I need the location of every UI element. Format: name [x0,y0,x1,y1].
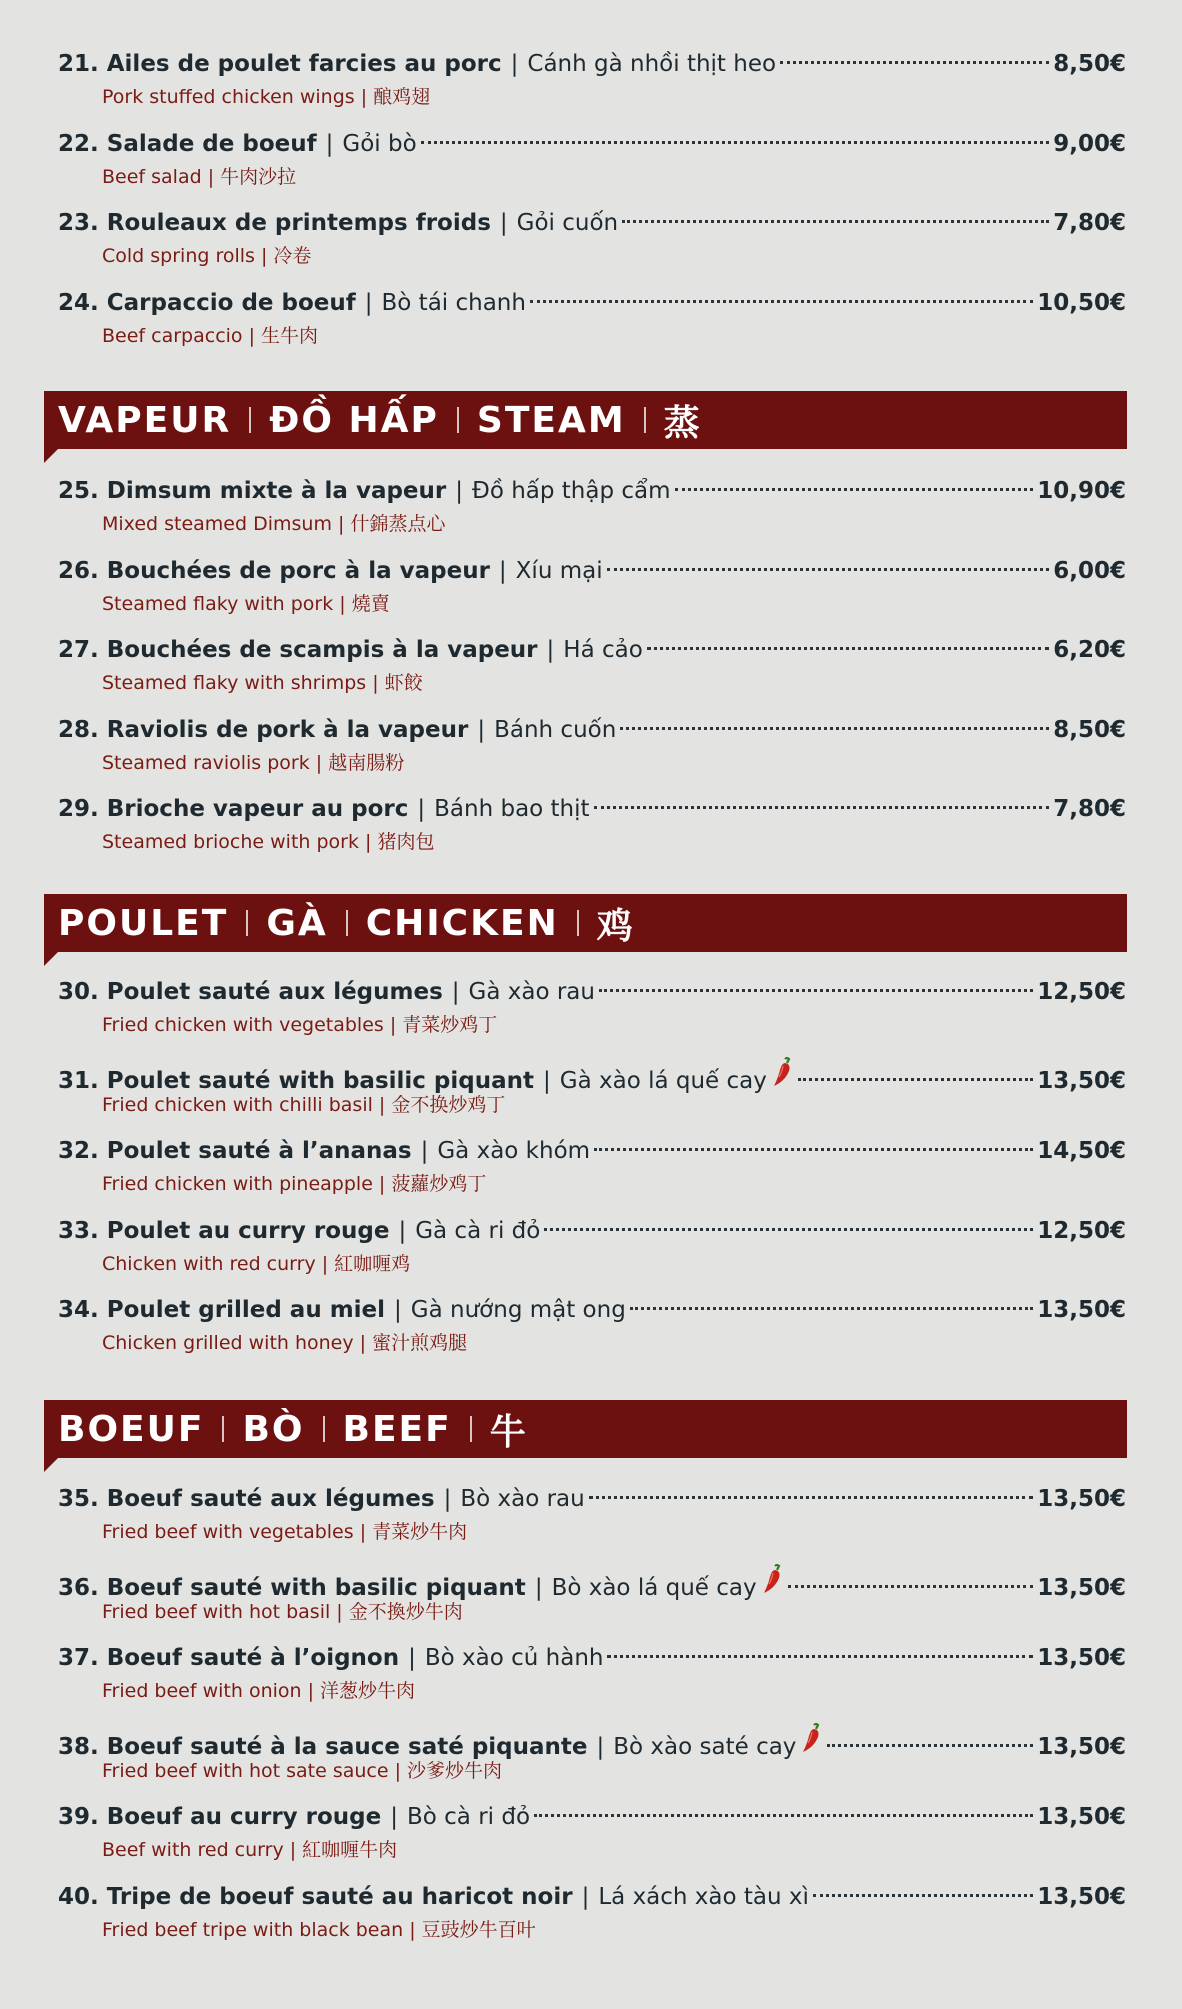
dish-translation: Fried beef with onion | 洋葱炒牛肉 [102,1680,416,1702]
starters-group [0,48,1182,366]
dish-price: 7,80€ [1053,796,1126,822]
dot-leader [544,1228,1033,1231]
dish-translation: Fried chicken with vegetables | 青菜炒鸡丁 [102,1014,498,1036]
dish-translation: Mixed steamed Dimsum | 什錦蒸点心 [102,513,446,535]
dot-leader [594,1148,1033,1151]
dot-leader [530,300,1033,303]
dish-vietnamese-name: Há cảo [563,637,643,663]
dish-name: 22. Salade de boeuf [58,130,317,157]
dish-translation: Pork stuffed chicken wings | 酿鸡翅 [102,86,431,108]
menu-item [0,1642,1182,1722]
menu-item [0,714,1182,794]
header-divider [470,1416,472,1442]
header-divider [246,910,248,936]
dish-name: 24. Carpaccio de boeuf [58,289,356,316]
dish-name: 34. Poulet grilled au miel [58,1297,386,1323]
separator: | [543,1067,551,1094]
header-english: BEEF [342,1408,452,1450]
dish-translation: Steamed brioche with pork | 猪肉包 [102,831,435,853]
menu-item [0,555,1182,635]
separator: | [546,637,555,663]
dish-translation: Steamed raviolis pork | 越南腸粉 [102,751,405,774]
dot-leader [534,1814,1033,1817]
chili-pepper-icon [760,1563,784,1595]
header-chinese: 鸡 [596,905,635,947]
header-divider [457,407,459,433]
dish-translation: Steamed flaky with shrimps | 虾餃 [102,672,423,694]
beef-group [0,1483,1182,1960]
dish-price: 13,50€ [1037,1486,1126,1512]
separator: | [498,557,507,584]
dish-translation: Chicken with red curry | 紅咖喱鸡 [102,1252,411,1275]
dish-vietnamese-name: Bánh cuốn [494,716,617,743]
menu-item [0,1722,1182,1802]
header-chinese: 牛 [489,1411,528,1453]
dish-name: 23. Rouleaux de printemps froids [58,210,491,236]
menu-item [0,1135,1182,1215]
dish-name: 25. Dimsum mixte à la vapeur [58,478,447,504]
header-vietnamese: BÒ [242,1408,305,1450]
dish-translation: Fried chicken with pineapple | 菠蘿炒鸡丁 [102,1173,487,1195]
dish-name: 27. Bouchées de scampis à la vapeur [58,637,538,663]
menu-item [0,1881,1182,1961]
dish-translation: Beef with red curry | 紅咖喱牛肉 [102,1839,398,1861]
dish-translation: Cold spring rolls | 冷卷 [102,245,312,267]
separator: | [499,210,508,236]
dish-vietnamese-name: Lá xách xào tàu xì [598,1883,809,1910]
dish-translation: Steamed flaky with pork | 燒賣 [102,592,390,615]
header-divider [249,407,251,433]
dish-vietnamese-name: Gà nướng mật ong [410,1297,626,1323]
separator: | [596,1733,605,1760]
dish-translation: Fried beef with hot sate sauce | 沙爹炒牛肉 [102,1759,503,1782]
header-fold [44,449,58,463]
menu-item [0,634,1182,714]
dish-vietnamese-name: Gà cà ri đỏ [415,1217,541,1244]
separator: | [398,1217,407,1244]
dot-leader [788,1585,1034,1588]
chicken-group [0,976,1182,1374]
dot-leader [622,220,1049,223]
dish-name: 38. Boeuf sauté à la sauce saté piquante [58,1733,588,1760]
dot-leader [798,1078,1033,1081]
dish-vietnamese-name: Bò xào củ hành [424,1645,604,1671]
steam-group [0,475,1182,873]
dish-name: 32. Poulet sauté à l’ananas [58,1138,412,1164]
separator: | [390,1804,398,1830]
header-fold [44,952,58,966]
dish-vietnamese-name: Bò xào saté cay [613,1733,797,1760]
header-divider [644,407,646,433]
menu-item [0,48,1182,128]
menu-item [0,1563,1182,1643]
dish-vietnamese-name: Xíu mại [515,557,603,584]
header-vietnamese: ĐỒ HẤP [269,399,439,441]
dish-translation: Beef salad | 牛肉沙拉 [102,165,297,188]
dish-vietnamese-name: Bò cà ri đỏ [407,1804,531,1830]
menu-item [0,128,1182,208]
dish-price: 13,50€ [1037,1733,1126,1760]
dish-price: 13,50€ [1037,1804,1126,1830]
dish-vietnamese-name: Gà xào rau [468,979,595,1005]
header-chinese: 蒸 [663,402,702,444]
dish-name: 33. Poulet au curry rouge [58,1217,390,1244]
dish-price: 13,50€ [1037,1067,1126,1094]
dish-vietnamese-name: Cánh gà nhồi thịt heo [527,51,777,77]
dot-leader [813,1894,1033,1897]
header-french: VAPEUR [58,399,232,441]
dish-price: 7,80€ [1053,210,1126,236]
dish-name: 21. Ailes de poulet farcies au porc [58,51,502,77]
dish-translation: Beef carpaccio | 生牛肉 [102,324,319,347]
menu-item [0,1483,1182,1563]
dish-price: 8,50€ [1053,51,1126,77]
menu-item [0,287,1182,367]
separator: | [451,979,460,1005]
dish-name: 35. Boeuf sauté aux légumes [58,1486,435,1512]
header-english: CHICKEN [365,902,559,944]
separator: | [443,1486,452,1512]
dish-vietnamese-name: Gà xào khóm [437,1138,591,1164]
dot-leader [647,647,1049,650]
dot-leader [599,989,1033,992]
header-divider [346,910,348,936]
dot-leader [780,61,1049,64]
dish-price: 13,50€ [1037,1574,1126,1601]
dish-price: 9,00€ [1053,130,1126,157]
dish-translation: Fried beef tripe with black bean | 豆豉炒牛百叶 [102,1918,536,1941]
section-header-chicken [44,894,1127,952]
menu-item [0,1215,1182,1295]
dish-price: 10,90€ [1037,478,1126,504]
section-header-steam [44,391,1127,449]
dish-vietnamese-name: Gỏi cuốn [516,210,619,236]
separator: | [581,1883,590,1910]
dot-leader [620,727,1049,730]
dish-vietnamese-name: Bò xào lá quế cay [551,1574,757,1601]
dish-name: 29. Brioche vapeur au porc [58,796,409,822]
header-divider [222,1416,224,1442]
menu-item [0,1056,1182,1136]
separator: | [455,478,463,504]
separator: | [325,130,334,157]
dish-vietnamese-name: Gà xào lá quế cay [559,1067,767,1094]
dish-vietnamese-name: Gỏi bò [342,130,417,157]
dish-price: 6,00€ [1053,557,1126,584]
dish-name: 36. Boeuf sauté with basilic piquant [58,1574,526,1601]
separator: | [394,1297,402,1323]
dish-price: 14,50€ [1037,1138,1126,1164]
dish-translation: Fried beef with hot basil | 金不換炒牛肉 [102,1600,463,1623]
dish-price: 10,50€ [1037,289,1126,316]
dish-vietnamese-name: Bánh bao thịt [434,796,590,822]
chili-pepper-icon [799,1722,823,1754]
dot-leader [630,1307,1033,1310]
dish-vietnamese-name: Bò xào rau [460,1486,585,1512]
menu-item [0,976,1182,1056]
dot-leader [421,141,1050,144]
dot-leader [589,1496,1034,1499]
header-fold [44,1458,58,1472]
dish-price: 13,50€ [1037,1645,1126,1671]
header-divider [577,910,579,936]
dish-name: 30. Poulet sauté aux légumes [58,979,443,1005]
section-header-beef [44,1400,1127,1458]
menu-item [0,793,1182,873]
dish-vietnamese-name: Bò tái chanh [381,289,526,316]
dish-name: 31. Poulet sauté with basilic piquant [58,1067,535,1094]
dish-name: 40. Tripe de boeuf sauté au haricot noir [58,1883,573,1910]
dish-vietnamese-name: Đồ hấp thập cẩm [472,478,671,504]
dish-price: 6,20€ [1053,637,1126,663]
menu-item [0,1294,1182,1374]
menu-item [0,207,1182,287]
separator: | [408,1645,416,1671]
separator: | [417,796,426,822]
dish-price: 13,50€ [1037,1883,1126,1910]
dot-leader [827,1744,1033,1747]
menu-item [0,475,1182,555]
dish-translation: Fried beef with vegetables | 青菜炒牛肉 [102,1521,468,1543]
menu-item [0,1801,1182,1881]
header-french: BOEUF [58,1408,205,1450]
separator: | [510,51,519,77]
header-divider [323,1416,325,1442]
dish-price: 12,50€ [1037,1217,1126,1244]
dish-name: 26. Bouchées de porc à la vapeur [58,557,490,584]
dish-price: 8,50€ [1053,716,1126,743]
header-french: POULET [58,902,229,944]
dot-leader [607,1655,1033,1658]
dish-translation: Chicken grilled with honey | 蜜汁煎鸡腿 [102,1332,468,1354]
separator: | [364,289,373,316]
dish-name: 39. Boeuf au curry rouge [58,1804,382,1830]
dish-price: 13,50€ [1037,1297,1126,1323]
separator: | [534,1574,543,1601]
header-english: STEAM [476,399,626,441]
separator: | [477,716,486,743]
dish-translation: Fried chicken with chilli basil | 金不换炒鸡丁 [102,1093,506,1116]
separator: | [420,1138,429,1164]
dot-leader [607,568,1050,571]
chili-pepper-icon [770,1056,794,1088]
dish-name: 37. Boeuf sauté à l’oignon [58,1645,400,1671]
header-vietnamese: GÀ [266,902,328,944]
dish-name: 28. Raviolis de pork à la vapeur [58,716,469,743]
dot-leader [675,488,1034,491]
dot-leader [594,806,1050,809]
dish-price: 12,50€ [1037,979,1126,1005]
